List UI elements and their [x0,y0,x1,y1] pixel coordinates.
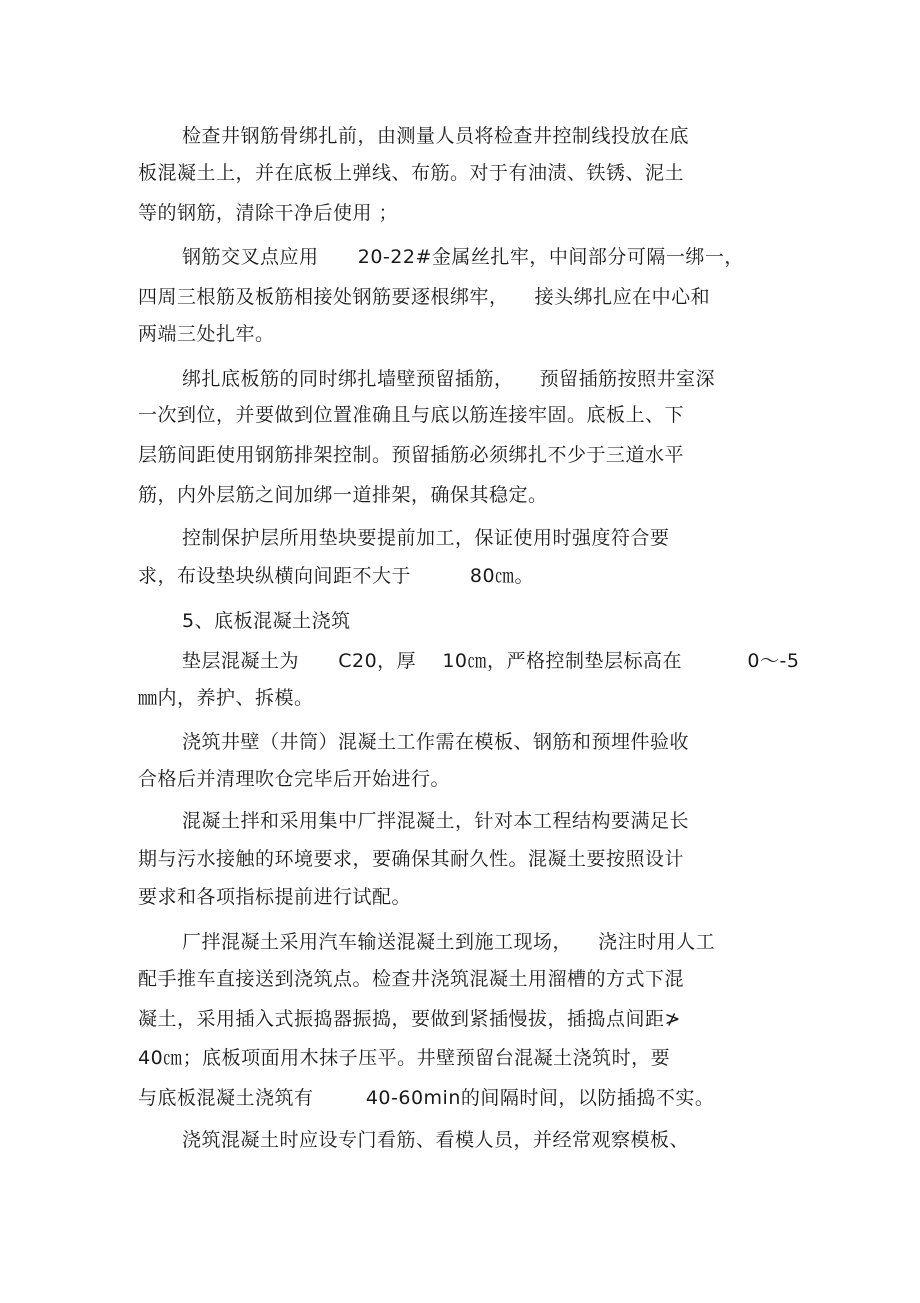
text-line: 凝土，采用插入式振捣器振捣，要做到紧插慢拔，插捣点间距≯ [138,1008,681,1030]
text-line: 浇筑混凝土时应设专门看筋、看模人员，并经常观察模板、 [182,1129,690,1151]
text-line: 与底板混凝土浇筑有 40-60min的间隔时间，以防插捣不实。 [138,1087,715,1109]
text-line: 厂拌混凝土采用汽车输送混凝土到施工现场， 浇注时用人工 [182,931,716,953]
text-line: 等的钢筋，清除干净后使用 ； [138,202,399,224]
text-line: 板混凝土上，并在底板上弹线、布筋。对于有油渍、铁锈、泥土 [138,162,685,184]
text-line: 合格后并清理吹仓完毕后开始进行。 [138,768,451,790]
text-line: 浇筑井壁（井筒）混凝土工作需在模板、钢筋和预埋件验收 [182,731,690,753]
text-line: 钢筋交叉点应用 20-22#金属丝扎牢，中间部分可隔一绑一， [182,246,744,268]
text-line: 40㎝；底板项面用木抹子压平。井壁预留台混凝土浇筑时，要 [138,1047,671,1069]
text-line: ㎜内，养护、拆模。 [138,687,314,709]
text-line: 控制保护层所用垫块要提前加工，保证使用时强度符合要 [182,527,670,549]
text-line: 求，布设垫块纵横向间距不大于 80㎝。 [138,565,535,587]
text-line: 配手推车直接送到浇筑点。检查井浇筑混凝土用溜槽的方式下混 [138,968,685,990]
text-line: 期与污水接触的环境要求，要确保其耐久性。混凝土要按照设计 [138,848,685,870]
text-line: 四周三根筋及板筋相接处钢筋要逐根绑牢， 接头绑扎应在中心和 [138,286,711,308]
text-line: 层筋间距使用钢筋排架控制。预留插筋必须绑扎不少于三道水平 [138,444,685,466]
text-line: 绑扎底板筋的同时绑扎墙壁预留插筋， 预留插筋按照井室深 [182,368,716,390]
text-line: 混凝土拌和采用集中厂拌混凝土，针对本工程结构要满足长 [182,810,690,832]
section-heading: 5、底板混凝土浇筑 [182,610,351,632]
text-line: 一次到位，并要做到位置准确且与底以筋连接牢固。底板上、下 [138,404,685,426]
text-line: 要求和各项指标提前进行试配。 [138,886,412,908]
text-line: 两端三处扎牢。 [138,323,275,345]
text-line: 垫层混凝土为 C20，厚 10㎝，严格控制垫层标高在 0～-5 [182,650,800,672]
text-line: 检查井钢筋骨绑扎前，由测量人员将检查井控制线投放在底 [182,125,690,147]
text-line: 筋，内外层筋之间加绑一道排架，确保其稳定。 [138,484,548,506]
